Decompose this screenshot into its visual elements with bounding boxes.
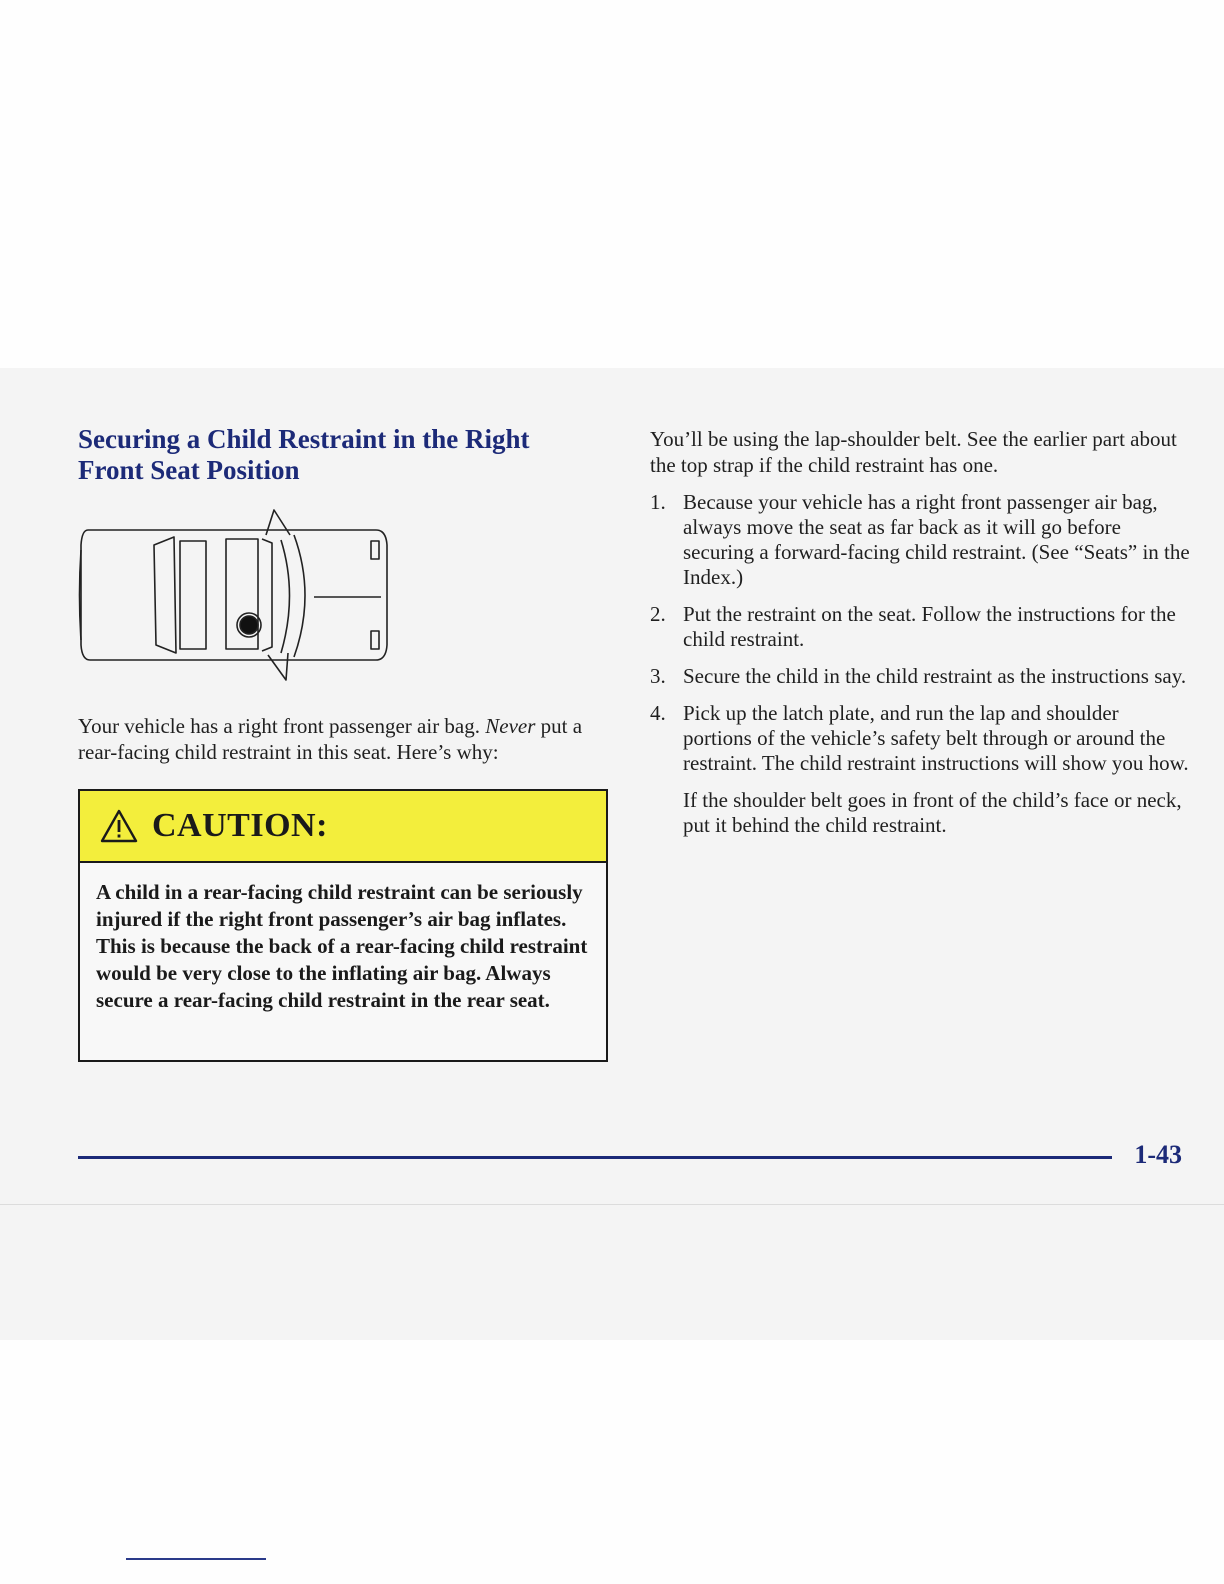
- intro-text-after: put a rear-facing child restraint in this seat. Here’s why:: [78, 714, 583, 764]
- bottom-rule: [126, 1558, 266, 1560]
- step-number: 1.: [650, 490, 666, 514]
- list-item: [650, 490, 1190, 590]
- intro-emphasis: Never: [485, 714, 536, 738]
- footer-rule: [78, 1156, 1112, 1159]
- step-text: Put the restraint on the seat. Follow the instructions for the child restraint.: [683, 602, 1176, 651]
- step-number: 4.: [650, 701, 666, 725]
- caution-box: [78, 789, 608, 1062]
- step-text: Secure the child in the child restraint as the instructions say.: [683, 664, 1187, 688]
- list-item: [650, 701, 1190, 838]
- intro-text-before: Your vehicle has a right front passenger air bag.: [78, 714, 486, 738]
- step-number: 2.: [650, 602, 666, 626]
- section-heading: Securing a Child Restraint in the Right Front Seat Position: [78, 424, 530, 485]
- caution-body: A child in a rear-facing child restraint can be seriously injured if the right front passenger’s air bag inflates. This is because the back of a rear-facing child restraint would be very close to the inflating air bag. Always secure a rear-facing child restraint in the rear seat.: [96, 880, 588, 1012]
- steps-list: [650, 490, 1190, 850]
- step-text: Because your vehicle has a right front passenger air bag, always move the seat as far back as it will go before securing a forward-facing child restraint. (See “Seats” in the Index.): [683, 490, 1190, 589]
- intro-paragraph: [78, 713, 618, 765]
- list-item: [650, 664, 1190, 689]
- scan-divider: [0, 1204, 1224, 1205]
- caution-header: [80, 791, 606, 863]
- right-column-intro: You’ll be using the lap-shoulder belt. See the earlier part about the top strap if the child restraint has one.: [650, 427, 1177, 477]
- step-note: If the shoulder belt goes in front of the child’s face or neck, put it behind the child restraint.: [683, 788, 1182, 837]
- car-top-view-illustration: [76, 505, 396, 685]
- page-number: 1-43: [1134, 1140, 1182, 1169]
- step-number: 3.: [650, 664, 666, 688]
- list-item: [650, 602, 1190, 652]
- step-text: Pick up the latch plate, and run the lap and shoulder portions of the vehicle’s safety belt through or around the restraint. The child restraint instructions will show you how.: [683, 701, 1189, 775]
- caution-title: CAUTION:: [152, 807, 328, 844]
- warning-triangle-icon: [100, 809, 138, 843]
